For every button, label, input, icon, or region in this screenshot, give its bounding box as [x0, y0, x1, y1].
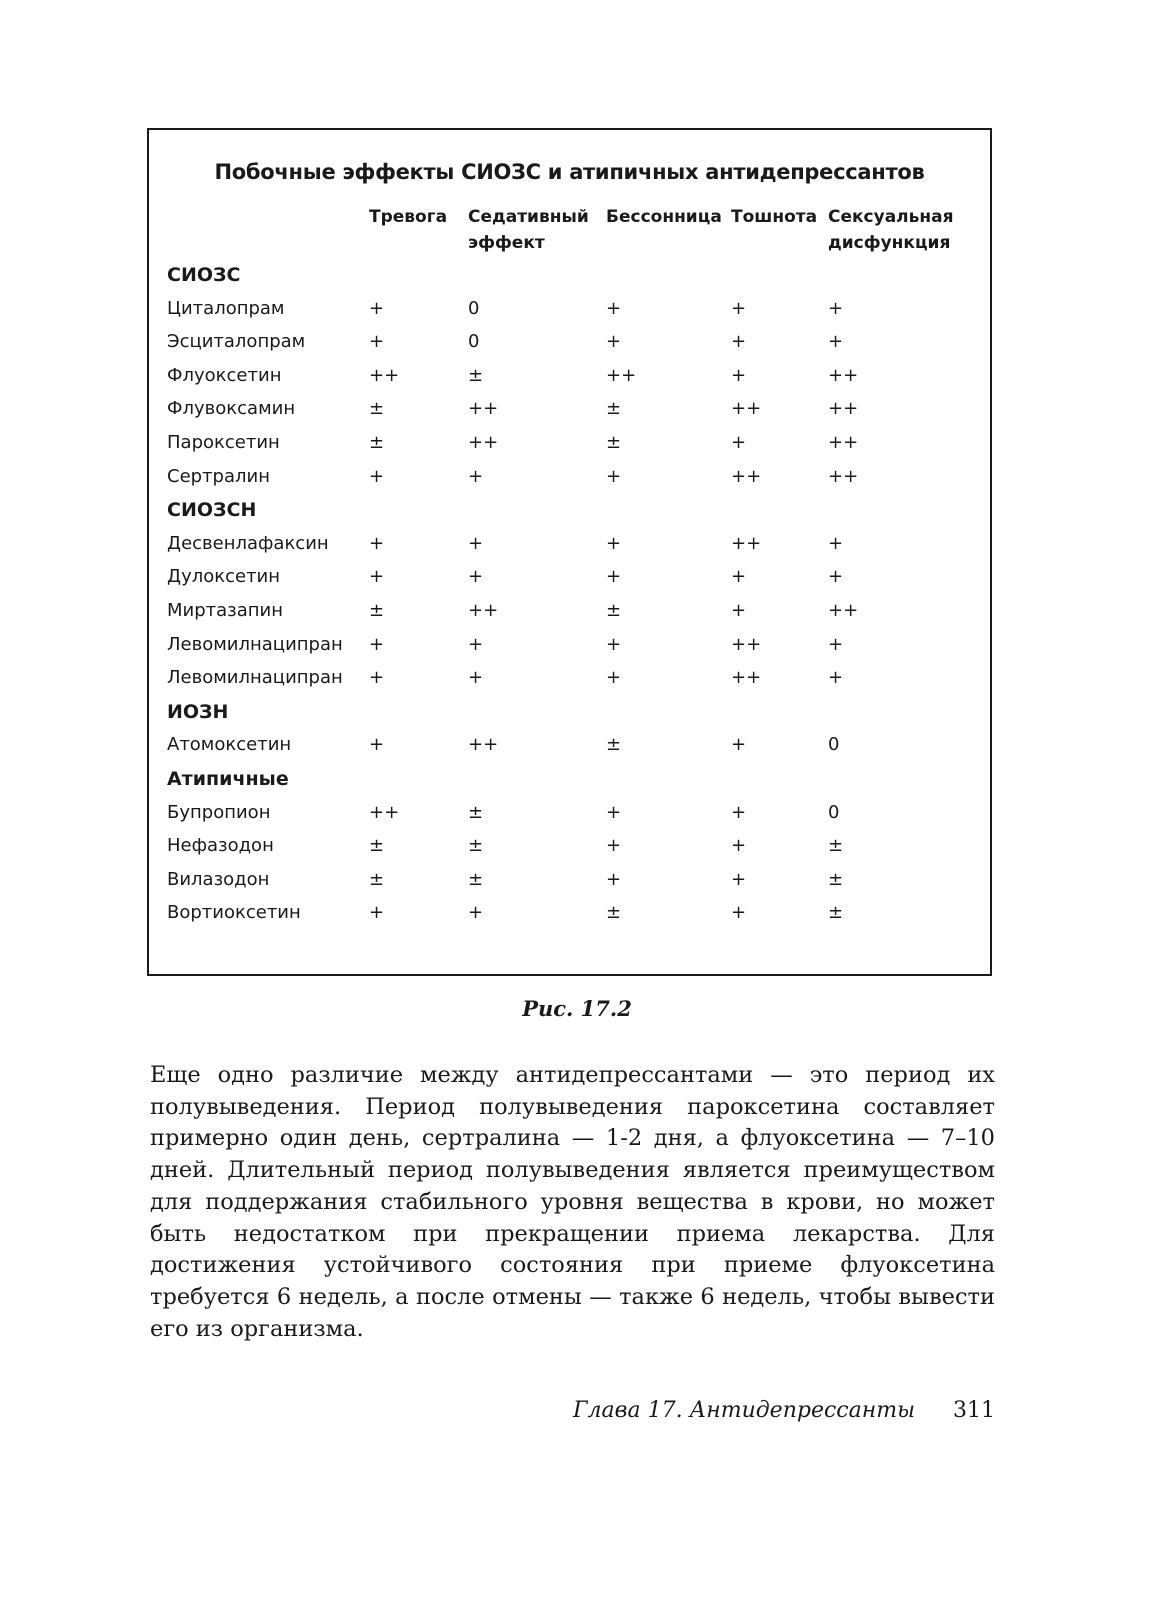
figure-caption: Рис. 17.2 [522, 996, 632, 1021]
effect-cell: + [468, 667, 484, 689]
effect-cell: ++ [731, 633, 762, 655]
group-label: Атипичные [167, 768, 289, 790]
effect-cell: + [828, 667, 844, 689]
table-row [149, 630, 990, 660]
table-row [149, 327, 990, 357]
effect-cell: ± [369, 835, 385, 857]
effect-cell: + [731, 331, 747, 353]
effect-cell: + [828, 297, 844, 319]
drug-name: Вилазодон [167, 868, 270, 890]
effect-cell: ± [369, 868, 385, 890]
table-row [149, 596, 990, 626]
effect-cell: + [369, 734, 385, 756]
effect-cell: + [731, 734, 747, 756]
column-header [731, 204, 817, 230]
group-label: ИОЗН [167, 700, 229, 723]
drug-name: Флувоксамин [167, 398, 296, 420]
effect-cell: 0 [828, 801, 840, 823]
effect-cell: ++ [828, 364, 859, 386]
effect-cell: + [828, 331, 844, 353]
table-row [149, 798, 990, 828]
drug-name: Пароксетин [167, 432, 280, 453]
effect-cell: ++ [606, 364, 637, 386]
effect-cell: ++ [731, 667, 762, 689]
effect-cell: + [468, 902, 484, 924]
drug-name: Сертралин [167, 465, 270, 487]
effect-cell: ± [468, 835, 484, 857]
drug-name: Бупропион [167, 801, 271, 823]
effect-cell: + [369, 667, 385, 689]
effect-cell: + [369, 532, 385, 554]
effect-cell: ++ [468, 398, 499, 420]
column-header [828, 204, 954, 256]
effect-cell: + [606, 835, 622, 857]
table-row [149, 831, 990, 861]
table-row [149, 562, 990, 592]
effect-cell: + [731, 868, 747, 890]
effect-cell: ++ [731, 532, 762, 554]
effect-cell: ± [606, 902, 622, 924]
effect-cell: + [828, 566, 844, 588]
effect-cell: ++ [468, 432, 499, 453]
effect-cell: ++ [731, 465, 762, 487]
effect-cell: + [369, 297, 385, 319]
effect-cell: + [731, 600, 747, 621]
effect-cell: + [606, 633, 622, 655]
effect-cell: ± [606, 600, 622, 621]
effect-cell: + [606, 801, 622, 823]
column-header-line: Бессонница [606, 207, 722, 227]
effect-cell: + [606, 566, 622, 588]
effect-cell: ± [369, 398, 385, 420]
column-header-line: дисфункция [828, 233, 951, 253]
table-title: Побочные эффекты СИОЗС и атипичных антидепрессантов [214, 160, 925, 184]
table-frame [147, 128, 992, 976]
effect-cell: ± [606, 432, 622, 453]
effect-cell: + [731, 297, 747, 319]
effect-cell: ++ [828, 600, 859, 621]
effect-cell: ++ [731, 398, 762, 420]
table-row [149, 428, 990, 458]
drug-name: Флуоксетин [167, 364, 282, 386]
column-header-line: Тревога [369, 207, 448, 227]
effect-cell: ± [468, 868, 484, 890]
effect-cell: + [468, 566, 484, 588]
column-header-line: Седативный [468, 207, 589, 227]
table-row [149, 361, 990, 391]
page-number: 311 [953, 1398, 995, 1423]
table-row [149, 663, 990, 693]
effect-cell: ± [468, 801, 484, 823]
effect-cell: ± [468, 364, 484, 386]
effect-cell: ± [369, 600, 385, 621]
drug-name: Левомилнаципран [167, 633, 343, 655]
effect-cell: ± [828, 868, 844, 890]
effect-cell: + [828, 532, 844, 554]
table-row [149, 865, 990, 895]
drug-name: Дулоксетин [167, 566, 281, 588]
drug-name: Нефазодон [167, 835, 274, 857]
effect-cell: + [369, 566, 385, 588]
effect-cell: + [468, 465, 484, 487]
effect-cell: + [606, 532, 622, 554]
effect-cell: ++ [828, 432, 859, 453]
effect-cell: ± [606, 734, 622, 756]
drug-name: Атомоксетин [167, 734, 292, 756]
table-row [149, 730, 990, 760]
column-header [606, 204, 722, 230]
effect-cell: + [606, 331, 622, 353]
effect-cell: + [731, 835, 747, 857]
effect-cell: + [369, 465, 385, 487]
effect-cell: ± [828, 835, 844, 857]
effect-cell: + [731, 902, 747, 924]
effect-cell: ++ [828, 398, 859, 420]
effect-cell: + [369, 633, 385, 655]
table-row [149, 529, 990, 559]
column-header-line: Сексуальная [828, 207, 954, 227]
effect-cell: + [606, 297, 622, 319]
effect-cell: ± [828, 902, 844, 924]
table-row [149, 462, 990, 492]
drug-name: Вортиоксетин [167, 902, 301, 924]
effect-cell: + [828, 633, 844, 655]
effect-cell: ++ [468, 600, 499, 621]
effect-cell: + [731, 432, 747, 453]
effect-cell: + [606, 667, 622, 689]
effect-cell: ++ [369, 364, 400, 386]
drug-name: Циталопрам [167, 297, 285, 319]
effect-cell: + [468, 532, 484, 554]
group-label: СИОЗСН [167, 499, 257, 522]
body-paragraph: Еще одно различие между антидепрессантами — это период их полувыведения. Период полувыведения пароксетина составляет примерно один день, сертралина — 1-2 дня, а флуоксетина — 7–10 дней. Длительный период полувыведения является преимуществом для поддержания стабильного уровня вещества в крови, но может быть недостатком при прекращении приема лекарства. Для достижения устойчивого состояния при приеме флуоксетина требуется 6 недель, а после отмены — также 6 недель, чтобы вывести его из организма. [150, 1062, 995, 1342]
effect-cell: + [468, 633, 484, 655]
effect-cell: ++ [828, 465, 859, 487]
drug-name: Эсциталопрам [167, 331, 306, 353]
column-header-line: эффект [468, 233, 545, 253]
drug-name: Левомилнаципран [167, 667, 343, 689]
effect-cell: ++ [468, 734, 499, 756]
effect-cell: + [731, 801, 747, 823]
drug-name: Десвенлафаксин [167, 532, 329, 554]
effect-cell: 0 [468, 331, 480, 353]
drug-name: Миртазапин [167, 600, 284, 621]
effect-cell: + [606, 465, 622, 487]
effect-cell: ++ [369, 801, 400, 823]
chapter-title: Глава 17. Антидепрессанты [572, 1398, 915, 1423]
column-header-line: Тошнота [731, 207, 818, 227]
table-row [149, 394, 990, 424]
effect-cell: + [731, 566, 747, 588]
column-header [468, 204, 589, 256]
group-label: СИОЗС [167, 264, 241, 286]
effect-cell: + [731, 364, 747, 386]
effect-cell: ± [369, 432, 385, 453]
effect-cell: ± [606, 398, 622, 420]
table-row [149, 898, 990, 928]
effect-cell: 0 [468, 297, 480, 319]
effect-cell: + [369, 902, 385, 924]
column-header [369, 204, 447, 230]
effect-cell: + [606, 868, 622, 890]
table-row [149, 294, 990, 324]
effect-cell: 0 [828, 734, 840, 756]
effect-cell: + [369, 331, 385, 353]
